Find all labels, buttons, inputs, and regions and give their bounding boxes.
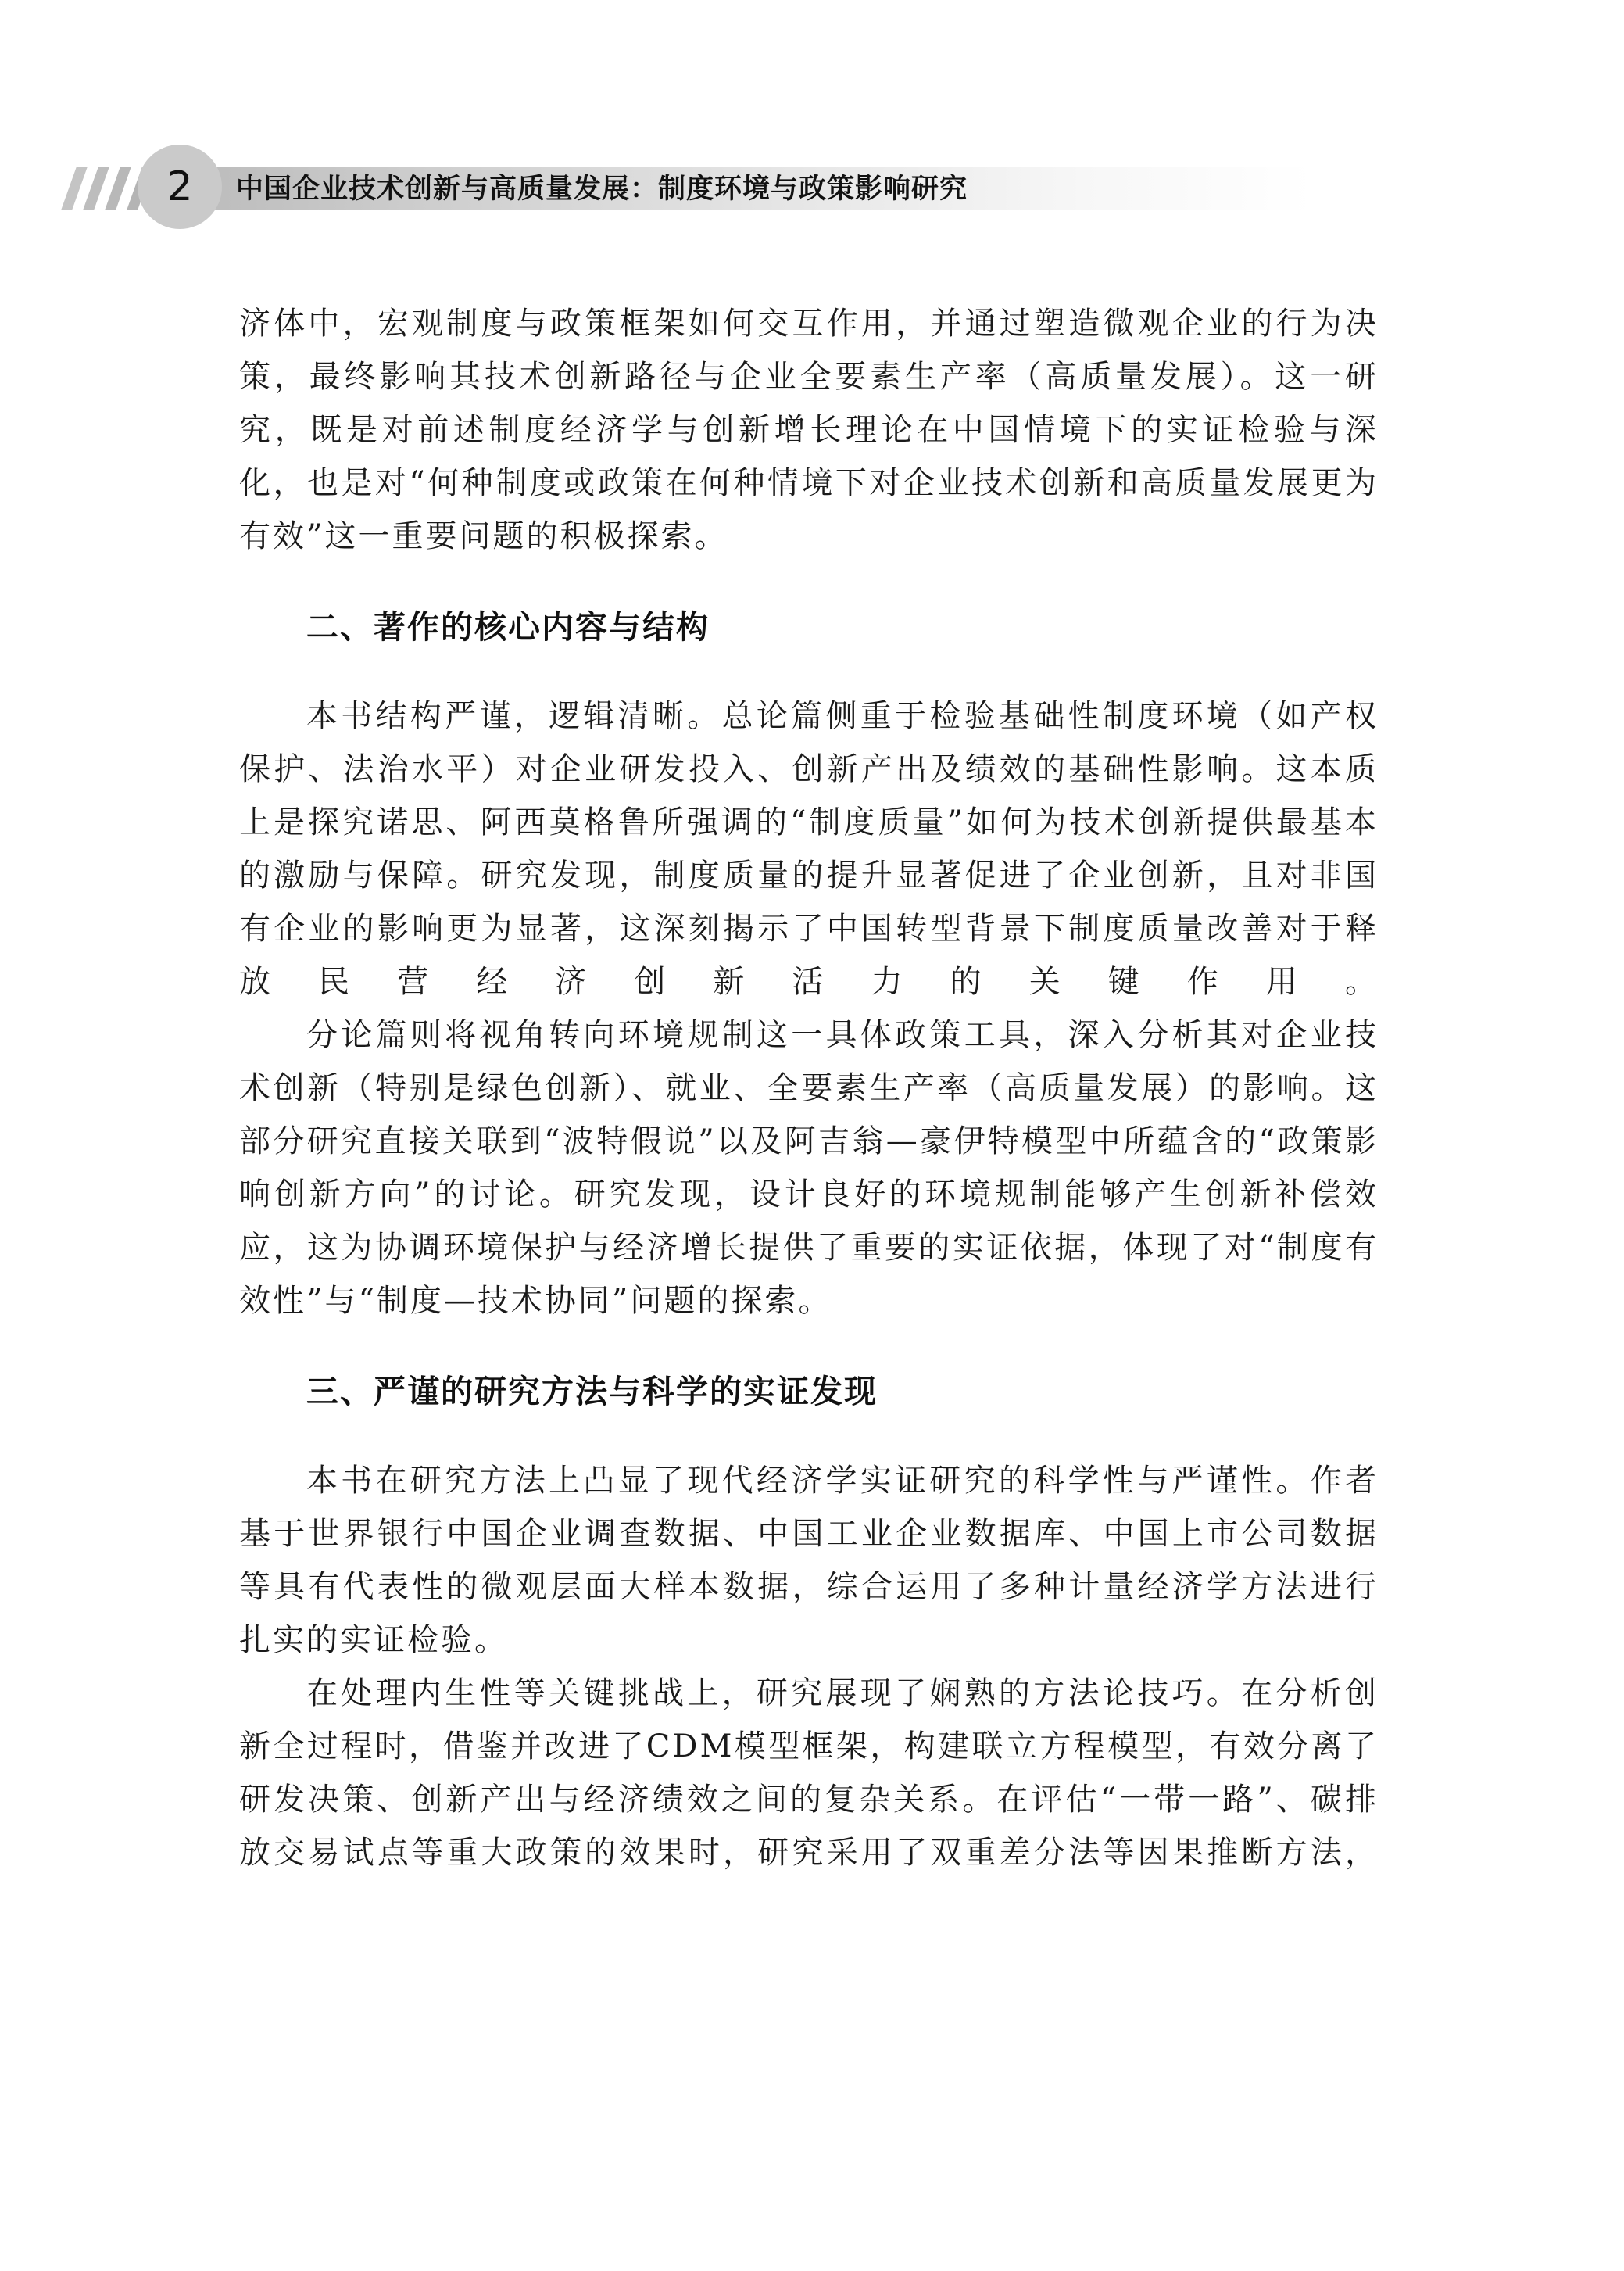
section-heading-2: 二、著作的核心内容与结构 — [306, 608, 710, 646]
page-body — [239, 297, 1379, 1879]
paragraph-1: 济体中，宏观制度与政策框架如何交互作用，并通过塑造微观企业的行为决策，最终影响其技术创新路径与企业全要素生产率（高质量发展）。这一研究，既是对前述制度经济学与创新增长理论在中国情境下的实证检验与深化，也是对“何种制度或政策在何种情境下对企业技术创新和高质量发展更为有效”这一重要问题的积极探索。 — [239, 306, 1379, 554]
section-heading-3: 三、严谨的研究方法与科学的实证发现 — [306, 1373, 878, 1410]
paragraph-2: 本书结构严谨，逻辑清晰。总论篇侧重于检验基础性制度环境（如产权保护、法治水平）对企业研发投入、创新产出及绩效的基础性影响。这本质上是探究诺思、阿西莫格鲁所强调的“制度质量”如何为技术创新提供最基本的激励与保障。研究发现，制度质量的提升显著促进了企业创新，且对非国有企业的影响更为显著，这深刻揭示了中国转型背景下制度质量改善对于释放民营经济创新活力的关键作用。 — [239, 698, 1379, 1000]
paragraph-4: 本书在研究方法上凸显了现代经济学实证研究的科学性与严谨性。作者基于世界银行中国企业调查数据、中国工业企业数据库、中国上市公司数据等具有代表性的微观层面大样本数据，综合运用了多种计量经济学方法进行扎实的实证检验。 — [239, 1463, 1379, 1658]
page-number: 2 — [138, 145, 222, 229]
running-title: 中国企业技术创新与高质量发展：制度环境与政策影响研究 — [236, 174, 968, 205]
running-header — [0, 145, 1624, 231]
paragraph-5: 在处理内生性等关键挑战上，研究展现了娴熟的方法论技巧。在分析创新全过程时，借鉴并改进了CDM模型框架，构建联立方程模型，有效分离了研发决策、创新产出与经济绩效之间的复杂关系。在评估“一带一路”、碳排放交易试点等重大政策的效果时，研究采用了双重差分法等因果推断方法， — [239, 1675, 1379, 1871]
paragraph-3: 分论篇则将视角转向环境规制这一具体政策工具，深入分析其对企业技术创新（特别是绿色创新）、就业、全要素生产率（高质量发展）的影响。这部分研究直接关联到“波特假说”以及阿吉翁—豪伊特模型中所蕴含的“政策影响创新方向”的讨论。研究发现，设计良好的环境规制能够产生创新补偿效应，这为协调环境保护与经济增长提供了重要的实证依据，体现了对“制度有效性”与“制度—技术协同”问题的探索。 — [239, 1017, 1379, 1319]
